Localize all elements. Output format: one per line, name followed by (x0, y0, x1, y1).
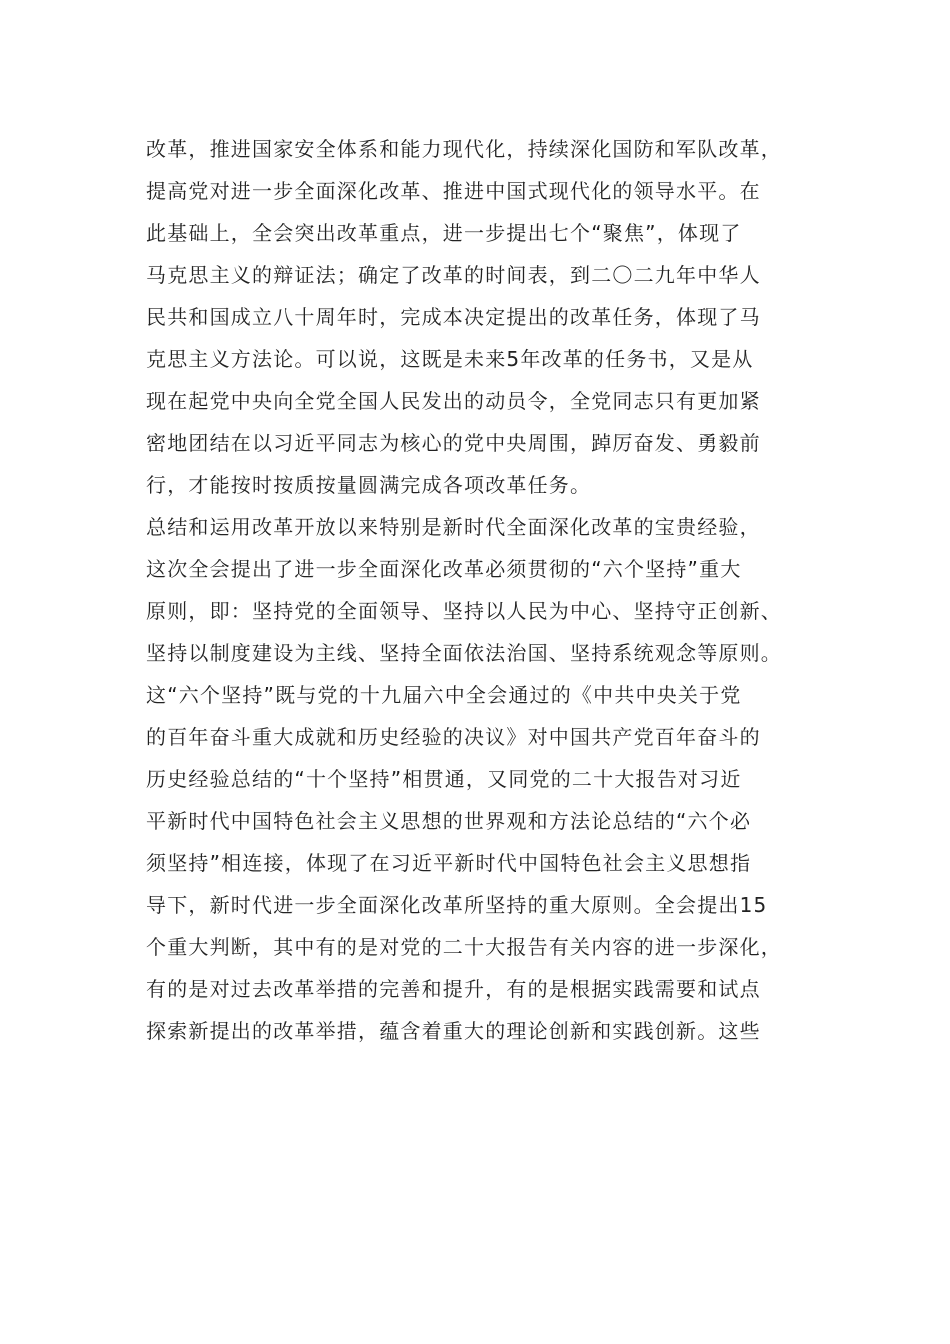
text-line: 马克思主义的辩证法；确定了改革的时间表，到二〇二九年中华人 (146, 263, 761, 287)
text-line: 现在起党中央向全党全国人民发出的动员令，全党同志只有更加紧 (146, 389, 761, 413)
text-line: 改革，推进国家安全体系和能力现代化，持续深化国防和军队改革， (146, 137, 782, 161)
text-line: 密地团结在以习近平同志为核心的党中央周围，踔厉奋发、勇毅前 (146, 431, 761, 455)
text-line: 平新时代中国特色社会主义思想的世界观和方法论总结的“六个必 (146, 809, 752, 833)
text-line: 须坚持”相连接，体现了在习近平新时代中国特色社会主义思想指 (146, 851, 752, 875)
text-line: 这“六个坚持”既与党的十九届六中全会通过的《中共中央关于党 (146, 683, 742, 707)
body-text (146, 128, 836, 1052)
text-line: 的百年奋斗重大成就和历史经验的决议》对中国共产党百年奋斗的 (146, 725, 761, 749)
text-line: 提高党对进一步全面深化改革、推进中国式现代化的领导水平。在 (146, 179, 761, 203)
text-line: 克思主义方法论。可以说，这既是未来5年改革的任务书，又是从 (146, 347, 754, 371)
text-line: 这次全会提出了进一步全面深化改革必须贯彻的“六个坚持”重大 (146, 557, 742, 581)
text-line: 总结和运用改革开放以来特别是新时代全面深化改革的宝贵经验， (146, 515, 761, 539)
text-line: 民共和国成立八十周年时，完成本决定提出的改革任务，体现了马 (146, 305, 761, 329)
text-line: 历史经验总结的“十个坚持”相贯通，又同党的二十大报告对习近 (146, 767, 742, 791)
text-line: 个重大判断，其中有的是对党的二十大报告有关内容的进一步深化， (146, 935, 782, 959)
text-line: 有的是对过去改革举措的完善和提升，有的是根据实践需要和试点 (146, 977, 761, 1001)
text-line: 导下，新时代进一步全面深化改革所坚持的重大原则。全会提出15 (146, 893, 768, 917)
text-line: 原则，即：坚持党的全面领导、坚持以人民为中心、坚持守正创新、 (146, 599, 782, 623)
text-line: 探索新提出的改革举措，蕴含着重大的理论创新和实践创新。这些 (146, 1019, 761, 1043)
text-line: 行，才能按时按质按量圆满完成各项改革任务。 (146, 473, 592, 497)
text-line: 此基础上，全会突出改革重点，进一步提出七个“聚焦”，体现了 (146, 221, 742, 245)
text-line: 坚持以制度建设为主线、坚持全面依法治国、坚持系统观念等原则。 (146, 641, 782, 665)
